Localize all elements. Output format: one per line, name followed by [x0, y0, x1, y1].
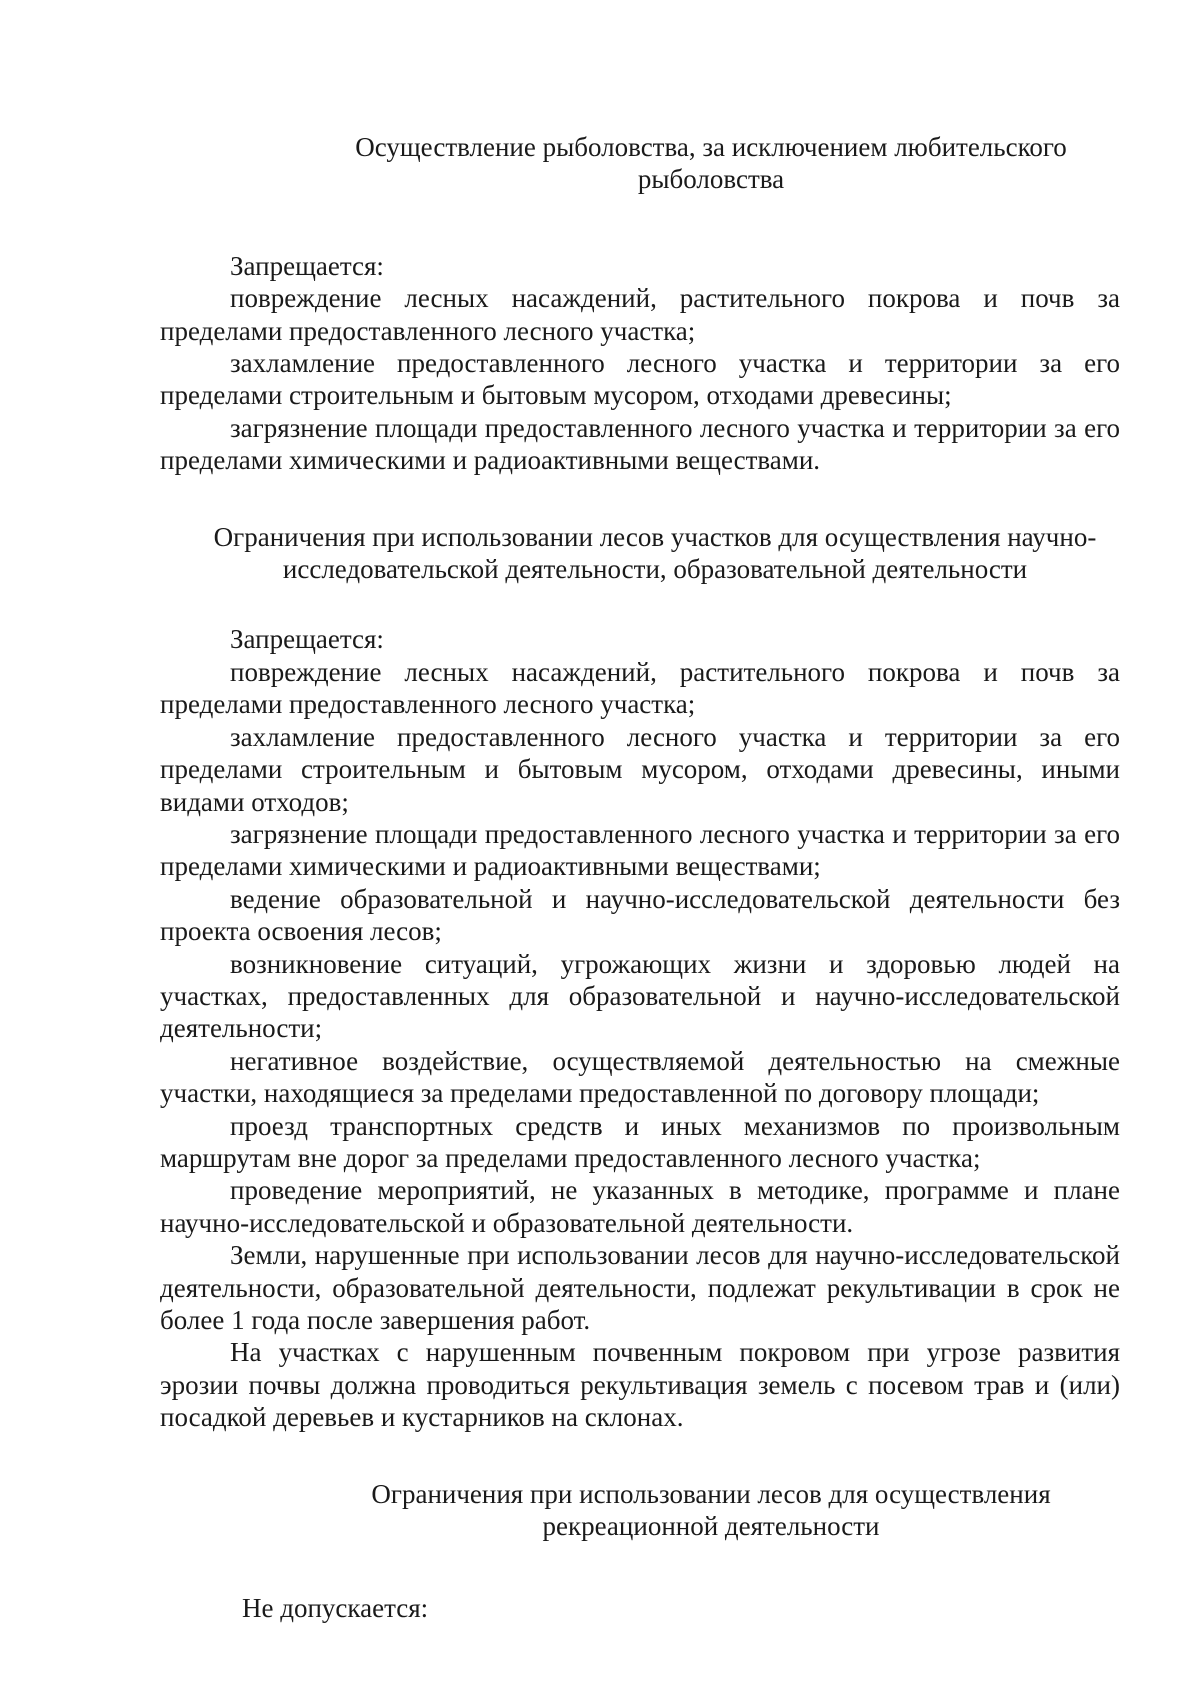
list-item: захламление предоставленного лесного участка и территории за его пределами строительным и бытовым мусором, отходами древесины, иными видами отходов;	[160, 721, 1120, 817]
section-heading-recreation: Ограничения при использовании лесов для осуществления рекреационной деятельности	[371, 1478, 1051, 1542]
list-item: возникновение ситуаций, угрожающих жизни и здоровью людей на участках, предоставленных для образовательной и научно-исследовательской деятельности;	[160, 948, 1120, 1044]
spacer	[160, 196, 1120, 250]
spacer	[160, 477, 1120, 521]
list-item: проведение мероприятий, не указанных в методике, программе и плане научно-исследовательской и образовательной деятельности.	[160, 1175, 1120, 1238]
prohibition-lead: Запрещается:	[230, 250, 384, 281]
spacer	[160, 1434, 1120, 1478]
prohibition-lead: Запрещается:	[230, 624, 384, 655]
list-item: На участках с нарушенным почвенным покровом при угрозе развития эрозии почвы должна проводиться рекультивация земель с посевом трав и (или) посадкой деревьев и кустарников на склонах.	[160, 1337, 1120, 1433]
list-item: проезд транспортных средств и иных механизмов по произвольным маршрутам вне дорог за пределами предоставленного лесного участка;	[160, 1110, 1120, 1173]
spacer	[160, 1542, 1120, 1592]
list-item: загрязнение площади предоставленного лесного участка и территории за его пределами химическими и радиоактивными веществами;	[160, 818, 1120, 882]
section-heading-fishing: Осуществление рыболовства, за исключением любительского рыболовства	[355, 132, 1067, 195]
spacer	[160, 585, 1120, 623]
list-item: повреждение лесных насаждений, растительного покрова и почв за пределами предоставленного лесного участка;	[160, 656, 1120, 720]
list-item: Земли, нарушенные при использовании лесов для научно-исследовательской деятельности, образовательной деятельности, подлежат рекультивации в срок не более 1 года после завершения работ.	[160, 1240, 1120, 1335]
list-item: повреждение лесных насаждений, растительного покрова и почв за пределами предоставленного лесного участка;	[160, 283, 1120, 346]
list-item: ведение образовательной и научно-исследовательской деятельности без проекта освоения лесов;	[160, 883, 1120, 947]
document-page	[160, 131, 1120, 1625]
list-item: захламление предоставленного лесного участка и территории за его пределами строительным и бытовым мусором, отходами древесины;	[160, 348, 1120, 411]
prohibition-lead: Не допускается:	[242, 1593, 429, 1624]
list-item: негативное воздействие, осуществляемой деятельностью на смежные участки, находящиеся за пределами предоставленной по договору площади;	[160, 1045, 1120, 1109]
section-heading-research: Ограничения при использовании лесов участков для осуществления научно-исследовательской деятельности, образовательной деятельности	[213, 521, 1097, 585]
list-item: загрязнение площади предоставленного лесного участка и территории за его пределами химическими и радиоактивными веществами.	[160, 412, 1120, 476]
